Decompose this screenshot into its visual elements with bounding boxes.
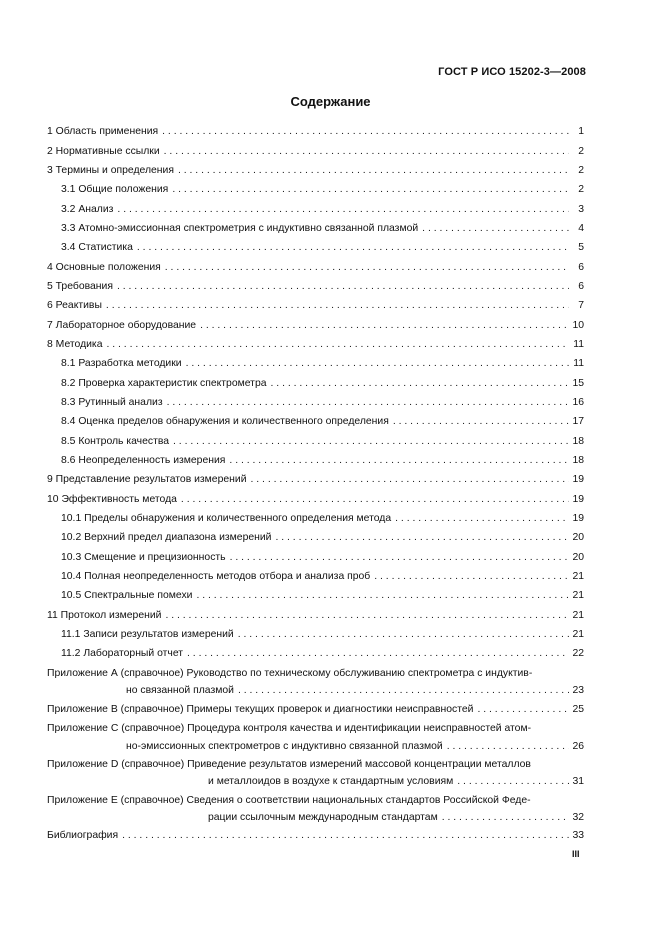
toc-entry-page: 2 <box>578 146 584 157</box>
toc-entry-label: но связанной плазмой <box>126 685 234 696</box>
dot-leader <box>438 810 569 825</box>
appendix-d-line: Приложение D (справочное) Приведение результатов измерений массовой концентрации металлов <box>47 759 531 770</box>
dot-leader <box>161 260 569 275</box>
dot-leader <box>158 124 569 139</box>
toc-subentry[interactable] <box>61 453 584 468</box>
toc-appendix[interactable] <box>208 810 584 825</box>
toc-entry[interactable] <box>47 279 584 294</box>
toc-entry-label: 10.4 Полная неопределенность методов отбора и анализа проб <box>61 571 371 582</box>
toc-subentry[interactable] <box>61 182 584 197</box>
toc-entry-label: 10.2 Верхний предел диапазона измерений <box>61 532 272 543</box>
dot-leader <box>271 530 569 545</box>
appendix-a-line: Приложение А (справочное) Руководство по техническому обслуживанию спектрометра с индуктив- <box>47 668 533 679</box>
toc-entry-page: 18 <box>572 455 584 466</box>
toc-entry[interactable] <box>47 260 584 275</box>
toc-subentry[interactable] <box>61 395 584 410</box>
page-number: III <box>572 849 580 859</box>
dot-leader <box>102 298 569 313</box>
dot-leader <box>118 828 569 843</box>
toc-entry-page: 3 <box>578 204 584 215</box>
toc-subentry[interactable] <box>61 569 584 584</box>
toc-subentry[interactable] <box>61 588 584 603</box>
toc-entry-page: 17 <box>572 416 584 427</box>
toc-appendix[interactable] <box>126 683 584 698</box>
appendix-e-line: Приложение Е (справочное) Сведения о соответствии национальных стандартов Российской Феде- <box>47 795 531 806</box>
toc-entry-label: 8.5 Контроль качества <box>61 436 170 447</box>
dot-leader <box>453 774 569 789</box>
standard-designation: ГОСТ Р ИСО 15202-3—2008 <box>438 66 586 78</box>
toc-entry-page: 19 <box>572 474 584 485</box>
toc-entry-label: 2 Нормативные ссылки <box>47 146 160 157</box>
toc-entry-label: 3.2 Анализ <box>61 204 114 215</box>
toc-subentry[interactable] <box>61 434 584 449</box>
toc-entry-label: 3.3 Атомно-эмиссионная спектрометрия с индуктивно связанной плазмой <box>61 223 419 234</box>
toc-entry[interactable] <box>47 608 584 623</box>
toc-entry-page: 16 <box>572 397 584 408</box>
toc-subentry[interactable] <box>61 550 584 565</box>
toc-entry-page: 4 <box>578 223 584 234</box>
toc-entry-label: 10.3 Смещение и прецизионность <box>61 552 226 563</box>
dot-leader <box>174 163 569 178</box>
toc-subentry[interactable] <box>61 646 584 661</box>
dot-leader <box>183 646 569 661</box>
toc-entry-page: 11 <box>573 358 584 369</box>
dot-leader <box>113 202 569 217</box>
page-title: Содержание <box>290 94 371 109</box>
toc-entry-page: 21 <box>572 629 584 640</box>
dot-leader <box>177 492 569 507</box>
dot-leader <box>267 376 569 391</box>
toc-bibliography[interactable] <box>47 828 584 843</box>
toc-entry-page: 21 <box>572 590 584 601</box>
toc-subentry[interactable] <box>61 414 584 429</box>
toc-entry-page: 5 <box>578 242 584 253</box>
toc-entry-label: 8 Методика <box>47 339 103 350</box>
dot-leader <box>370 569 569 584</box>
toc-entry-page: 11 <box>573 339 584 350</box>
toc-entry-label: 6 Реактивы <box>47 300 102 311</box>
toc-subentry[interactable] <box>61 221 584 236</box>
toc-entry-label: 8.4 Оценка пределов обнаружения и количественного определения <box>61 416 389 427</box>
toc-entry-page: 21 <box>572 571 584 582</box>
toc-entry-label: 8.6 Неопределенность измерения <box>61 455 226 466</box>
toc-entry-label: но-эмиссионных спектрометров с индуктивно связанной плазмой <box>126 741 443 752</box>
toc-entry-label: 10.1 Пределы обнаружения и количественного определения метода <box>61 513 392 524</box>
toc-entry-label: 8.1 Разработка методики <box>61 358 182 369</box>
toc-entry-page: 2 <box>578 184 584 195</box>
toc-entry-label: 7 Лабораторное оборудование <box>47 320 197 331</box>
toc-entry-label: 10.5 Спектральные помехи <box>61 590 193 601</box>
toc-appendix[interactable] <box>47 702 584 717</box>
dot-leader <box>161 608 569 623</box>
dot-leader <box>133 240 569 255</box>
dot-leader <box>226 550 569 565</box>
toc-subentry[interactable] <box>61 627 584 642</box>
toc-entry-page: 7 <box>578 300 584 311</box>
toc-entry-label: 3.1 Общие положения <box>61 184 169 195</box>
toc-entry-page: 33 <box>572 830 584 841</box>
toc-entry-label: Приложение В (справочное) Примеры текущих проверок и диагностики неисправностей <box>47 704 474 715</box>
dot-leader <box>163 395 569 410</box>
dot-leader <box>389 414 569 429</box>
dot-leader <box>160 144 569 159</box>
toc-subentry[interactable] <box>61 356 584 371</box>
toc-entry-page: 32 <box>572 812 584 823</box>
toc-entry-page: 22 <box>572 648 584 659</box>
toc-entry-page: 6 <box>578 262 584 273</box>
toc-subentry[interactable] <box>61 376 584 391</box>
toc-entry-label: рации ссылочным международным стандартам <box>208 812 438 823</box>
toc-entry-label: 4 Основные положения <box>47 262 161 273</box>
toc-entry-label: 11.2 Лабораторный отчет <box>61 648 184 659</box>
toc-entry-page: 18 <box>572 436 584 447</box>
toc-entry-label: 8.2 Проверка характеристик спектрометра <box>61 378 267 389</box>
toc-subentry[interactable] <box>61 530 584 545</box>
toc-entry[interactable] <box>47 163 584 178</box>
toc-entry[interactable] <box>47 492 584 507</box>
toc-entry-page: 25 <box>572 704 584 715</box>
toc-entry[interactable] <box>47 318 584 333</box>
toc-entry-page: 26 <box>572 741 584 752</box>
dot-leader <box>234 627 569 642</box>
toc-entry-label: 10 Эффективность метода <box>47 494 177 505</box>
toc-entry-label: 11 Протокол измерений <box>47 610 162 621</box>
toc-entry-page: 1 <box>578 126 584 137</box>
toc-entry-label: 3.4 Статистика <box>61 242 133 253</box>
toc-entry-label: 1 Область применения <box>47 126 159 137</box>
toc-entry[interactable] <box>47 298 584 313</box>
toc-entry-label: 8.3 Рутинный анализ <box>61 397 163 408</box>
toc-entry-label: и металлоидов в воздухе к стандартным условиям <box>208 776 454 787</box>
dot-leader <box>168 182 569 197</box>
toc-entry-label: Библиография <box>47 830 119 841</box>
dot-leader <box>443 739 569 754</box>
dot-leader <box>169 434 569 449</box>
toc-entry-page: 6 <box>578 281 584 292</box>
dot-leader <box>113 279 569 294</box>
toc-entry[interactable] <box>47 144 584 159</box>
toc-entry-page: 23 <box>572 685 584 696</box>
dot-leader <box>234 683 569 698</box>
toc-subentry[interactable] <box>61 511 584 526</box>
dot-leader <box>391 511 569 526</box>
appendix-c-line: Приложение С (справочное) Процедура контроля качества и идентификации неисправностей атом- <box>47 723 532 734</box>
dot-leader <box>192 588 569 603</box>
toc-appendix[interactable] <box>126 739 584 754</box>
toc-entry-page: 19 <box>572 494 584 505</box>
dot-leader <box>102 337 569 352</box>
toc-entry-page: 31 <box>572 776 584 787</box>
toc-entry[interactable] <box>47 337 584 352</box>
dot-leader <box>473 702 569 717</box>
toc-entry-page: 2 <box>578 165 584 176</box>
table-of-contents <box>47 0 584 936</box>
toc-entry-page: 21 <box>572 610 584 621</box>
toc-entry-page: 20 <box>572 552 584 563</box>
toc-entry-label: 3 Термины и определения <box>47 165 174 176</box>
dot-leader <box>247 472 570 487</box>
toc-entry-page: 19 <box>572 513 584 524</box>
toc-subentry[interactable] <box>61 202 584 217</box>
toc-entry[interactable] <box>47 124 584 139</box>
toc-entry-label: 11.1 Записи результатов измерений <box>61 629 234 640</box>
dot-leader <box>196 318 569 333</box>
toc-appendix[interactable] <box>208 774 584 789</box>
dot-leader <box>225 453 569 468</box>
toc-entry-label: 9 Представление результатов измерений <box>47 474 247 485</box>
toc-entry-label: 5 Требования <box>47 281 113 292</box>
toc-entry[interactable] <box>47 472 584 487</box>
dot-leader <box>182 356 569 371</box>
dot-leader <box>418 221 569 236</box>
toc-entry-page: 10 <box>572 320 584 331</box>
toc-entry-page: 20 <box>572 532 584 543</box>
toc-subentry[interactable] <box>61 240 584 255</box>
toc-entry-page: 15 <box>572 378 584 389</box>
